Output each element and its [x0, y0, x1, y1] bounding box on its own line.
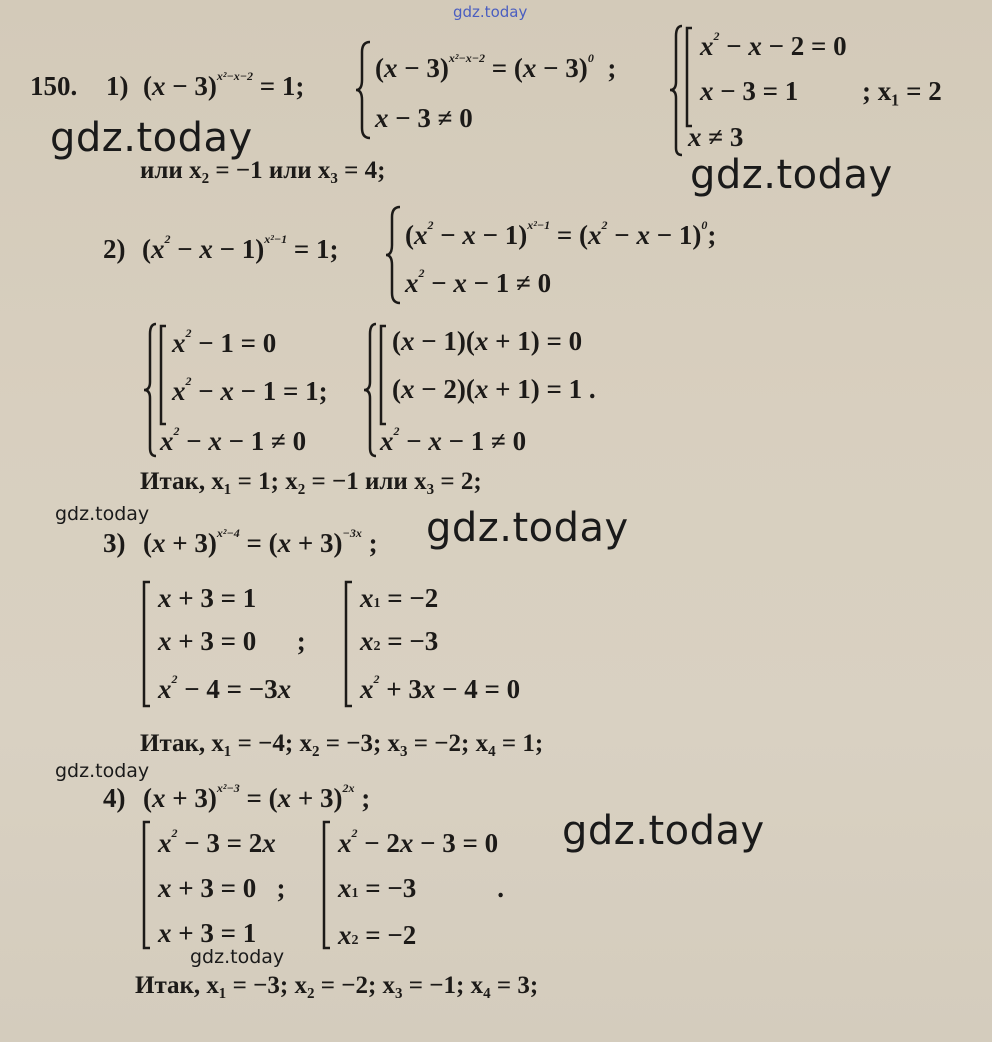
- watermark-top: gdz.today: [453, 3, 528, 21]
- watermark: gdz.today: [690, 152, 893, 198]
- part1-text: или x₂ = −1 или x₃ = 4;: [140, 157, 386, 184]
- part1-system-line1: $(x - 3)^{x^2-x-2} = (x - 3)^0$ ;: [375, 51, 617, 83]
- part4-right-line3: x2 = −2: [338, 920, 417, 950]
- part1-system-line2: x − 3 ≠ 0: [375, 103, 473, 133]
- part2-system-brace: [384, 205, 404, 305]
- part2-equation: $(x^2 - x - 1)^{x^2-1} = 1$;: [142, 232, 339, 264]
- part4-left-line1: $x^2 - 3 = 2x$: [158, 826, 276, 858]
- part4-right-line1: $x^2 - 2x - 3 = 0$: [338, 826, 499, 858]
- part4-result: Итак, x₁ = −3; x₂ = −2; x₃ = −1; x₄ = 3;: [135, 972, 539, 999]
- part3-left-line2: x + 3 = 0 ;: [158, 626, 306, 656]
- part4-left-line2: x + 3 = 0 ;: [158, 873, 286, 903]
- part1-label: 1): [106, 71, 129, 101]
- part3-right-bracket: [342, 580, 356, 708]
- part2-result: Итак, x₁ = 1; x₂ = −1 или x₃ = 2;: [140, 468, 482, 495]
- part4-right-line2: x1 = −3 .: [338, 873, 505, 903]
- part4-label: 4): [103, 783, 126, 813]
- part2-label: 2): [103, 234, 126, 264]
- part2-left-line2: $x^2 - x - 1 = 1$;: [172, 374, 328, 406]
- part3-right-line3: $x^2 + 3x - 4 = 0$: [360, 672, 521, 704]
- part2-right-line2: (x − 2)(x + 1) = 1 .: [392, 374, 596, 404]
- watermark: gdz.today: [190, 946, 285, 968]
- part4-left-line3: x + 3 = 1: [158, 918, 257, 948]
- watermark: gdz.today: [55, 760, 150, 782]
- part3-right-line1: x1 = −2: [360, 583, 439, 613]
- part4-equation: $(x + 3)^{x^2-3} = (x + 3)^{2x}$ ;: [143, 781, 371, 813]
- part3-equation: $(x + 3)^{x^2-4} = (x + 3)^{-3x}$ ;: [143, 526, 378, 558]
- part1-answer: ; x₁ = 2: [862, 76, 942, 106]
- part2-right-line3: $x^2 - x - 1 \ne 0$: [380, 424, 527, 456]
- part4-right-bracket: [320, 820, 334, 950]
- part1-set-line3: x ≠ 3: [688, 122, 744, 152]
- part1-set-line2: x − 3 = 1: [700, 76, 799, 106]
- part2-system-line1: $(x^2 - x - 1)^{x^2-1} = (x^2 - x - 1)^0$;: [405, 218, 717, 250]
- problem-number: 150.: [30, 71, 78, 101]
- part3-left-bracket: [140, 580, 154, 708]
- watermark: gdz.today: [426, 505, 629, 551]
- part3-left-line3: $x^2 - 4 = -3x$: [158, 672, 292, 704]
- part3-left-line1: x + 3 = 1: [158, 583, 257, 613]
- part3-right-line2: x2 = −3: [360, 626, 439, 656]
- part2-right-line1: (x − 1)(x + 1) = 0: [392, 326, 583, 356]
- part2-left-line3: $x^2 - x - 1 \ne 0$: [160, 424, 307, 456]
- part3-result: Итак, x₁ = −4; x₂ = −3; x₃ = −2; x₄ = 1;: [140, 730, 544, 757]
- watermark: gdz.today: [562, 808, 765, 854]
- part4-left-bracket: [140, 820, 154, 950]
- part2-system-line2: $x^2 - x - 1 \ne 0$: [405, 266, 552, 298]
- part3-label: 3): [103, 528, 126, 558]
- part1-equation: $(x - 3)^{x^2-x-2} = 1$;: [143, 69, 305, 101]
- watermark: gdz.today: [50, 115, 253, 161]
- part1-set-line1: $x^2 - x - 2 = 0$: [700, 29, 847, 61]
- part2-left-line1: $x^2 - 1 = 0$: [172, 326, 277, 358]
- watermark: gdz.today: [55, 503, 150, 525]
- part1-system-brace: [354, 40, 374, 140]
